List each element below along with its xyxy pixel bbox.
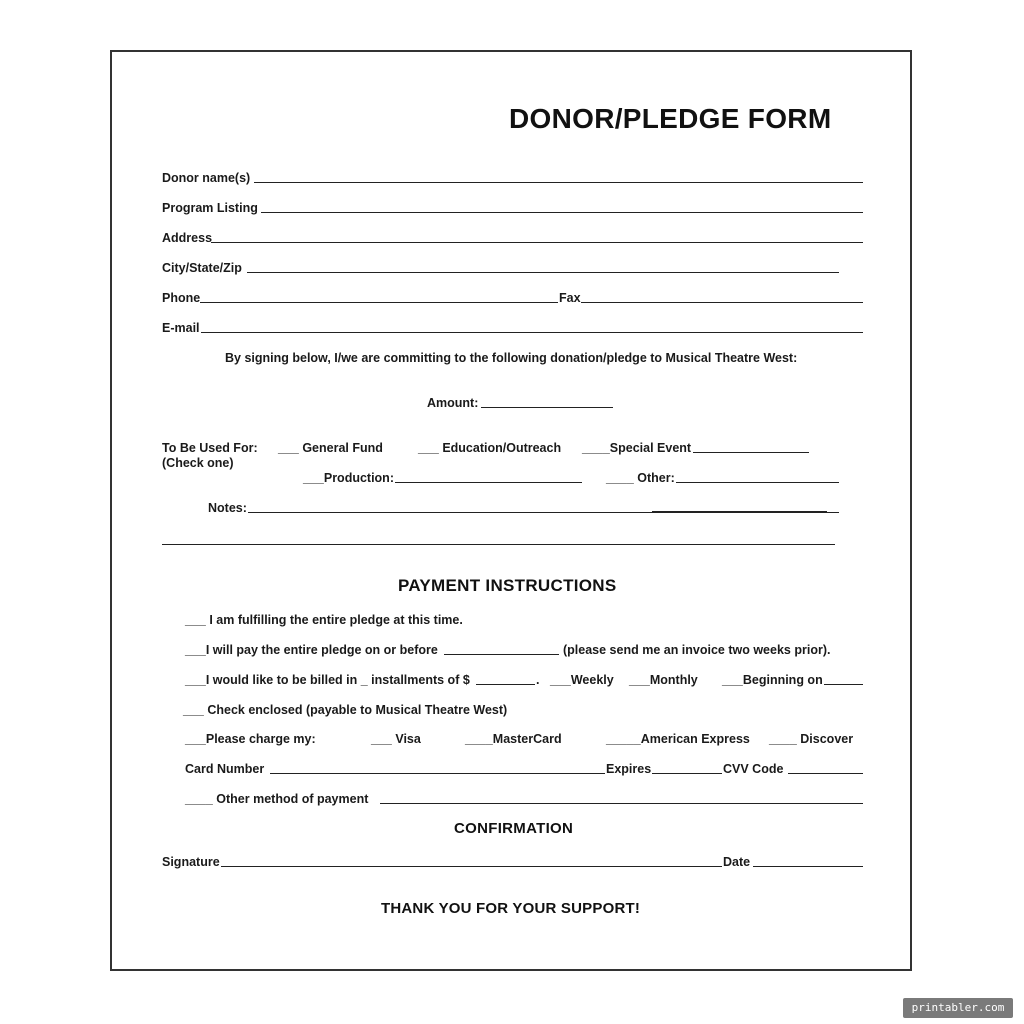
fulfill-option[interactable]: ___ I am fulfilling the entire pledge at this time. [185,613,463,627]
phone-label: Phone [162,291,201,305]
watermark: printabler.com [903,998,1013,1018]
address-line [211,242,863,243]
notes-label: Notes: [208,501,247,515]
amex-option[interactable]: _____American Express [606,732,750,746]
check-enclosed-option[interactable]: ___ Check enclosed (payable to Musical Theatre West) [183,703,508,717]
other-option[interactable]: ____ Other: [606,471,675,485]
monthly-option[interactable]: ___Monthly [629,673,698,687]
production-option[interactable]: ___Production: [303,471,394,485]
notes-input[interactable] [250,498,837,512]
discover-option[interactable]: ____ Discover [769,732,854,746]
cvv-input[interactable] [790,759,861,773]
amount-line [481,407,613,408]
other-line [676,482,839,483]
pay-before-date-line [444,654,559,655]
expires-label: Expires [606,762,652,776]
installments-option[interactable]: ___I would like to be billed in _ installments of $ [185,673,470,687]
card-number-line [270,773,605,774]
visa-option[interactable]: ___ Visa [371,732,421,746]
cvv-line [788,773,863,774]
payment-heading: PAYMENT INSTRUCTIONS [398,576,617,595]
installment-amount-line [476,684,535,685]
special-event-line [693,452,809,453]
donor-names-input[interactable] [256,168,861,182]
email-label: E-mail [162,321,200,335]
thank-you-text: THANK YOU FOR YOUR SUPPORT! [381,900,641,917]
signature-line [221,866,722,867]
program-listing-line [261,212,863,213]
date-input[interactable] [755,852,861,866]
beginning-date-line [824,684,863,685]
email-line [201,332,863,333]
pay-before-option[interactable]: ___I will pay the entire pledge on or before [185,643,438,657]
signature-label: Signature [162,855,220,869]
address-label: Address [162,231,213,245]
form-title: DONOR/PLEDGE FORM [509,103,832,134]
amount-label: Amount: [427,396,479,410]
beginning-option[interactable]: ___Beginning on [722,673,823,687]
expires-line [652,773,722,774]
city-state-zip-line [247,272,839,273]
cvv-label: CVV Code [723,762,784,776]
general-fund-option[interactable]: ___ General Fund [278,441,383,455]
email-input[interactable] [203,318,861,332]
date-line [753,866,863,867]
pay-before-note: (please send me an invoice two weeks prior). [563,643,831,657]
notes-line-2 [162,544,835,545]
commitment-text: By signing below, I/we are committing to the following donation/pledge to Musical Theatre West: [225,351,798,365]
fax-label: Fax [559,291,581,305]
date-label: Date [723,855,751,869]
program-listing-input[interactable] [263,198,861,212]
production-line [395,482,582,483]
address-input[interactable] [213,228,861,242]
fax-input[interactable] [583,288,861,302]
card-number-label: Card Number [185,762,265,776]
city-state-zip-label: City/State/Zip [162,261,242,275]
use-label: To Be Used For: [162,441,258,455]
installments-period: . [536,673,540,687]
signature-input[interactable] [223,852,720,866]
donor-names-label: Donor name(s) [162,171,251,185]
fax-line [581,302,863,303]
other-method-line [380,803,863,804]
special-event-option[interactable]: ____Special Event [582,441,692,455]
expires-input[interactable] [654,759,720,773]
other-method-option[interactable]: ____ Other method of payment [185,792,369,806]
city-state-zip-input[interactable] [249,258,837,272]
program-listing-label: Program Listing [162,201,258,215]
other-method-input[interactable] [382,789,861,803]
donor-names-line [254,182,863,183]
card-number-input[interactable] [272,759,603,773]
confirmation-heading: CONFIRMATION [454,820,574,837]
phone-line [200,302,558,303]
phone-input[interactable] [202,288,556,302]
amount-input[interactable] [483,393,611,407]
education-outreach-option[interactable]: ___ Education/Outreach [418,441,562,455]
charge-label[interactable]: ___Please charge my: [185,732,316,746]
weekly-option[interactable]: ___Weekly [550,673,614,687]
mastercard-option[interactable]: ____MasterCard [465,732,562,746]
check-one-label: (Check one) [162,456,234,470]
